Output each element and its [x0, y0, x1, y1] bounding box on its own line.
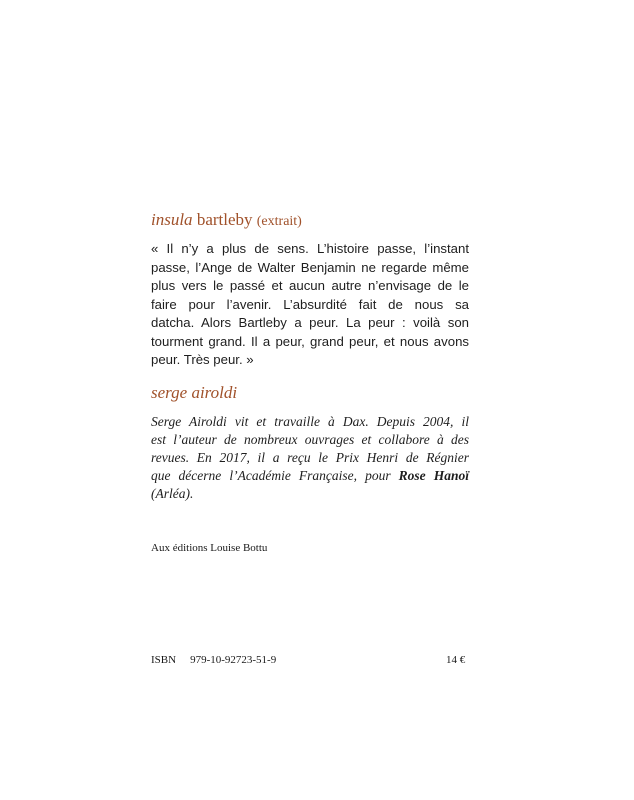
isbn-number: 979-10-92723-51-9: [190, 654, 277, 666]
price: 14 €: [446, 654, 466, 666]
bio-line: (Arléa).: [151, 486, 194, 501]
book-title: [151, 210, 302, 230]
excerpt-line: « Il n’y a plus de sens. L’histoire passe, l’instant: [151, 241, 469, 256]
excerpt-line: passe, l’Ange de Walter Benjamin ne regarde même: [151, 259, 469, 275]
excerpt-line: peur. Très peur. »: [151, 352, 254, 367]
excerpt-line: plus vers le passé et aucun autre n’envisage de le: [151, 278, 469, 293]
publisher-line: Aux éditions Louise Bottu: [151, 542, 268, 554]
excerpt-text: [151, 240, 469, 370]
isbn-label: ISBN: [151, 654, 177, 666]
author-bio: [151, 413, 469, 503]
bio-book-title: Rose Hanoï: [398, 468, 470, 483]
excerpt-line: datcha. Alors Bartleby a peur. La peur : voilà son: [151, 315, 469, 330]
book-title-italic: insula: [151, 210, 193, 229]
book-title-rest: bartleby: [196, 210, 253, 229]
book-title-note: (extrait): [256, 214, 302, 229]
bio-line: [151, 467, 469, 485]
author-name: serge airoldi: [151, 383, 238, 402]
bio-line-text: que décerne l’Académie Française, pour: [151, 468, 391, 483]
bio-line: revues. En 2017, il a reçu le Prix Henri de Régnier: [151, 450, 469, 465]
bio-line: est l’auteur de nombreux ouvrages et collabore à des: [151, 432, 469, 447]
excerpt-line: tourment grand. Il a peur, grand peur, et nous avons: [151, 333, 469, 349]
excerpt-line: faire pour l’avenir. L’absurdité fait de nous sa: [151, 296, 469, 312]
bio-line: Serge Airoldi vit et travaille à Dax. Depuis 2004, il: [151, 414, 469, 429]
isbn: [151, 654, 276, 666]
